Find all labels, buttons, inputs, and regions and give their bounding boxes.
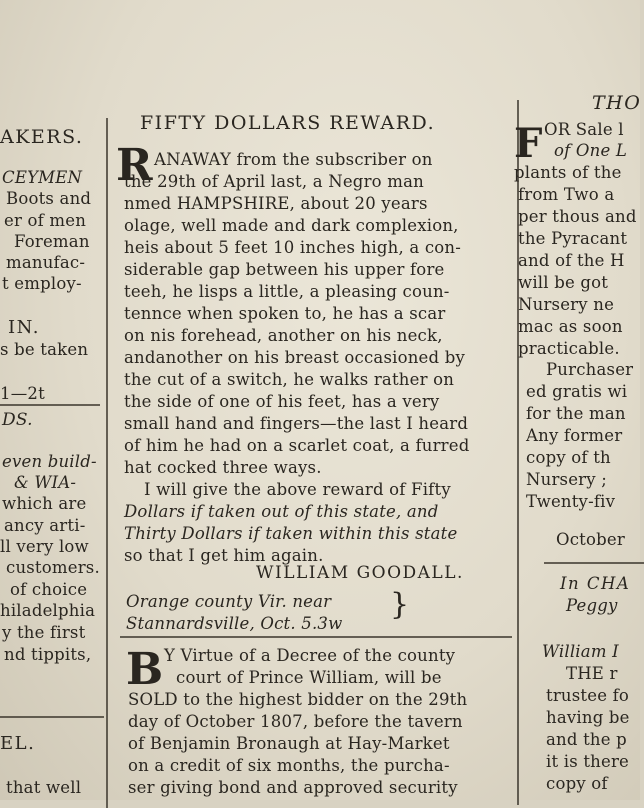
right-line: Nursery ne: [518, 295, 615, 314]
right-line: William I: [542, 642, 619, 661]
reward-ad-line: teeh, he lisps a little, a pleasing coun-: [124, 282, 450, 301]
right-line: the Pyracant: [518, 229, 628, 248]
reward-ad-line: small hand and fingers—the last I heard: [124, 414, 469, 433]
right-line: Purchaser: [546, 360, 634, 379]
reward-ad-line: andanother on his breast occasioned by: [124, 348, 466, 367]
right-line: Twenty-fiv: [526, 492, 616, 511]
left-line: t employ-: [2, 274, 82, 293]
left-column: [0, 0, 106, 800]
reward-ad-line: Thirty Dollars if taken within this state: [124, 524, 458, 543]
sale-ad-line: Y Virtue of a Decree of the county: [164, 646, 456, 665]
right-line: having be: [546, 708, 630, 727]
reward-ad-line: so that I get him again.: [124, 546, 324, 565]
right-line: Peggy: [566, 596, 618, 615]
right-line: ed gratis wi: [526, 382, 628, 401]
sale-ad-line: day of October 1807, before the tavern: [128, 712, 463, 731]
right-column: [514, 0, 642, 800]
reward-ad-place: Stannardsville, Oct. 5.3w: [126, 614, 343, 633]
sale-ad-line: on a credit of six months, the purcha-: [128, 756, 450, 775]
reward-ad-line: the 29th of April last, a Negro man: [124, 172, 424, 191]
sale-ad-line: SOLD to the highest bidder on the 29th: [128, 690, 468, 709]
reward-ad-drop-cap: R: [116, 140, 153, 191]
left-line: s be taken: [0, 340, 89, 359]
sale-ad-drop-cap: B: [126, 644, 164, 695]
right-line: per thous and: [518, 207, 637, 226]
left-line: of choice: [10, 580, 88, 599]
left-line: EL.: [0, 733, 36, 754]
reward-ad-line: ANAWAY from the subscriber on: [154, 150, 433, 169]
reward-ad-line: siderable gap between his upper fore: [124, 260, 445, 279]
reward-ad-line: olage, well made and dark complexion,: [124, 216, 459, 235]
right-line: copy of th: [526, 448, 611, 467]
reward-ad-line: the cut of a switch, he walks rather on: [124, 370, 455, 389]
reward-ad-heading: FIFTY DOLLARS REWARD.: [140, 112, 436, 134]
right-heading: THO: [592, 92, 642, 114]
right-line: In CHA: [560, 574, 631, 593]
right-line: practicable.: [518, 339, 620, 358]
reward-ad-line: nmed HAMPSHIRE, about 20 years: [124, 194, 428, 213]
left-line: y the first: [2, 623, 86, 642]
left-line: that well: [6, 778, 82, 797]
reward-ad-line: hat cocked three ways.: [124, 458, 322, 477]
right-line: THE r: [566, 664, 618, 683]
right-line: it is there: [546, 752, 630, 771]
reward-ad-line: tennce when spoken to, he has a scar: [124, 304, 446, 323]
right-line: October: [556, 530, 625, 549]
left-rule: [0, 716, 104, 718]
right-line: of One L: [554, 141, 628, 160]
left-line: which are: [2, 494, 87, 513]
reward-ad-line: on nis forehead, another on his neck,: [124, 326, 443, 345]
left-line: 1—2t: [0, 384, 45, 403]
right-line: trustee fo: [546, 686, 630, 705]
reward-ad-place: Orange county Vir. near: [126, 592, 332, 611]
left-line: er of men: [4, 211, 87, 230]
left-line: DS.: [2, 410, 33, 430]
ad-separator: [120, 636, 512, 638]
right-drop-cap: F: [514, 120, 543, 167]
right-line: copy of: [546, 774, 608, 793]
right-line: and the p: [546, 730, 627, 749]
right-line: from Two a: [518, 185, 615, 204]
left-line: ll very low: [0, 537, 89, 556]
left-rule: [0, 404, 100, 406]
left-line: customers.: [6, 558, 100, 577]
right-line: and of the H: [518, 251, 625, 270]
reward-ad-brace: }: [390, 587, 410, 622]
left-line: CEYMEN: [2, 168, 83, 187]
left-line: Foreman: [14, 232, 90, 251]
left-line: IN.: [8, 317, 40, 338]
left-line: hiladelphia: [0, 601, 96, 620]
sale-ad-line: ser giving bond and approved security: [128, 778, 458, 797]
left-line: & WIA-: [14, 473, 77, 492]
reward-ad-line: of him he had on a scarlet coat, a furred: [124, 436, 470, 455]
right-line: plants of the: [514, 163, 622, 182]
left-line: nd tippits,: [4, 645, 92, 664]
right-line: will be got: [518, 273, 609, 292]
right-line: for the man: [526, 404, 626, 423]
column-rule-right: [517, 100, 519, 805]
right-line: mac as soon: [518, 317, 623, 336]
right-line: Nursery ;: [526, 470, 607, 489]
column-rule-left: [106, 118, 108, 808]
right-rule: [544, 562, 644, 564]
center-column: [110, 0, 516, 800]
right-line: OR Sale l: [544, 120, 624, 139]
right-line: Any former: [526, 426, 623, 445]
left-line: Boots and: [6, 189, 92, 208]
sale-ad-line: court of Prince William, will be: [176, 668, 442, 687]
reward-ad-signature: WILLIAM GOODALL.: [256, 563, 464, 583]
left-line: manufac-: [6, 253, 86, 272]
reward-ad-line: I will give the above reward of Fifty: [144, 480, 451, 499]
left-line: ancy arti-: [4, 516, 86, 535]
reward-ad-line: heis about 5 feet 10 inches high, a con-: [124, 238, 462, 257]
sale-ad-line: of Benjamin Bronaugh at Hay-Market: [128, 734, 450, 753]
reward-ad-line: Dollars if taken out of this state, and: [124, 502, 439, 521]
reward-ad-line: the side of one of his feet, has a very: [124, 392, 440, 411]
left-line: AKERS.: [0, 126, 84, 148]
left-line: even build-: [2, 452, 97, 471]
